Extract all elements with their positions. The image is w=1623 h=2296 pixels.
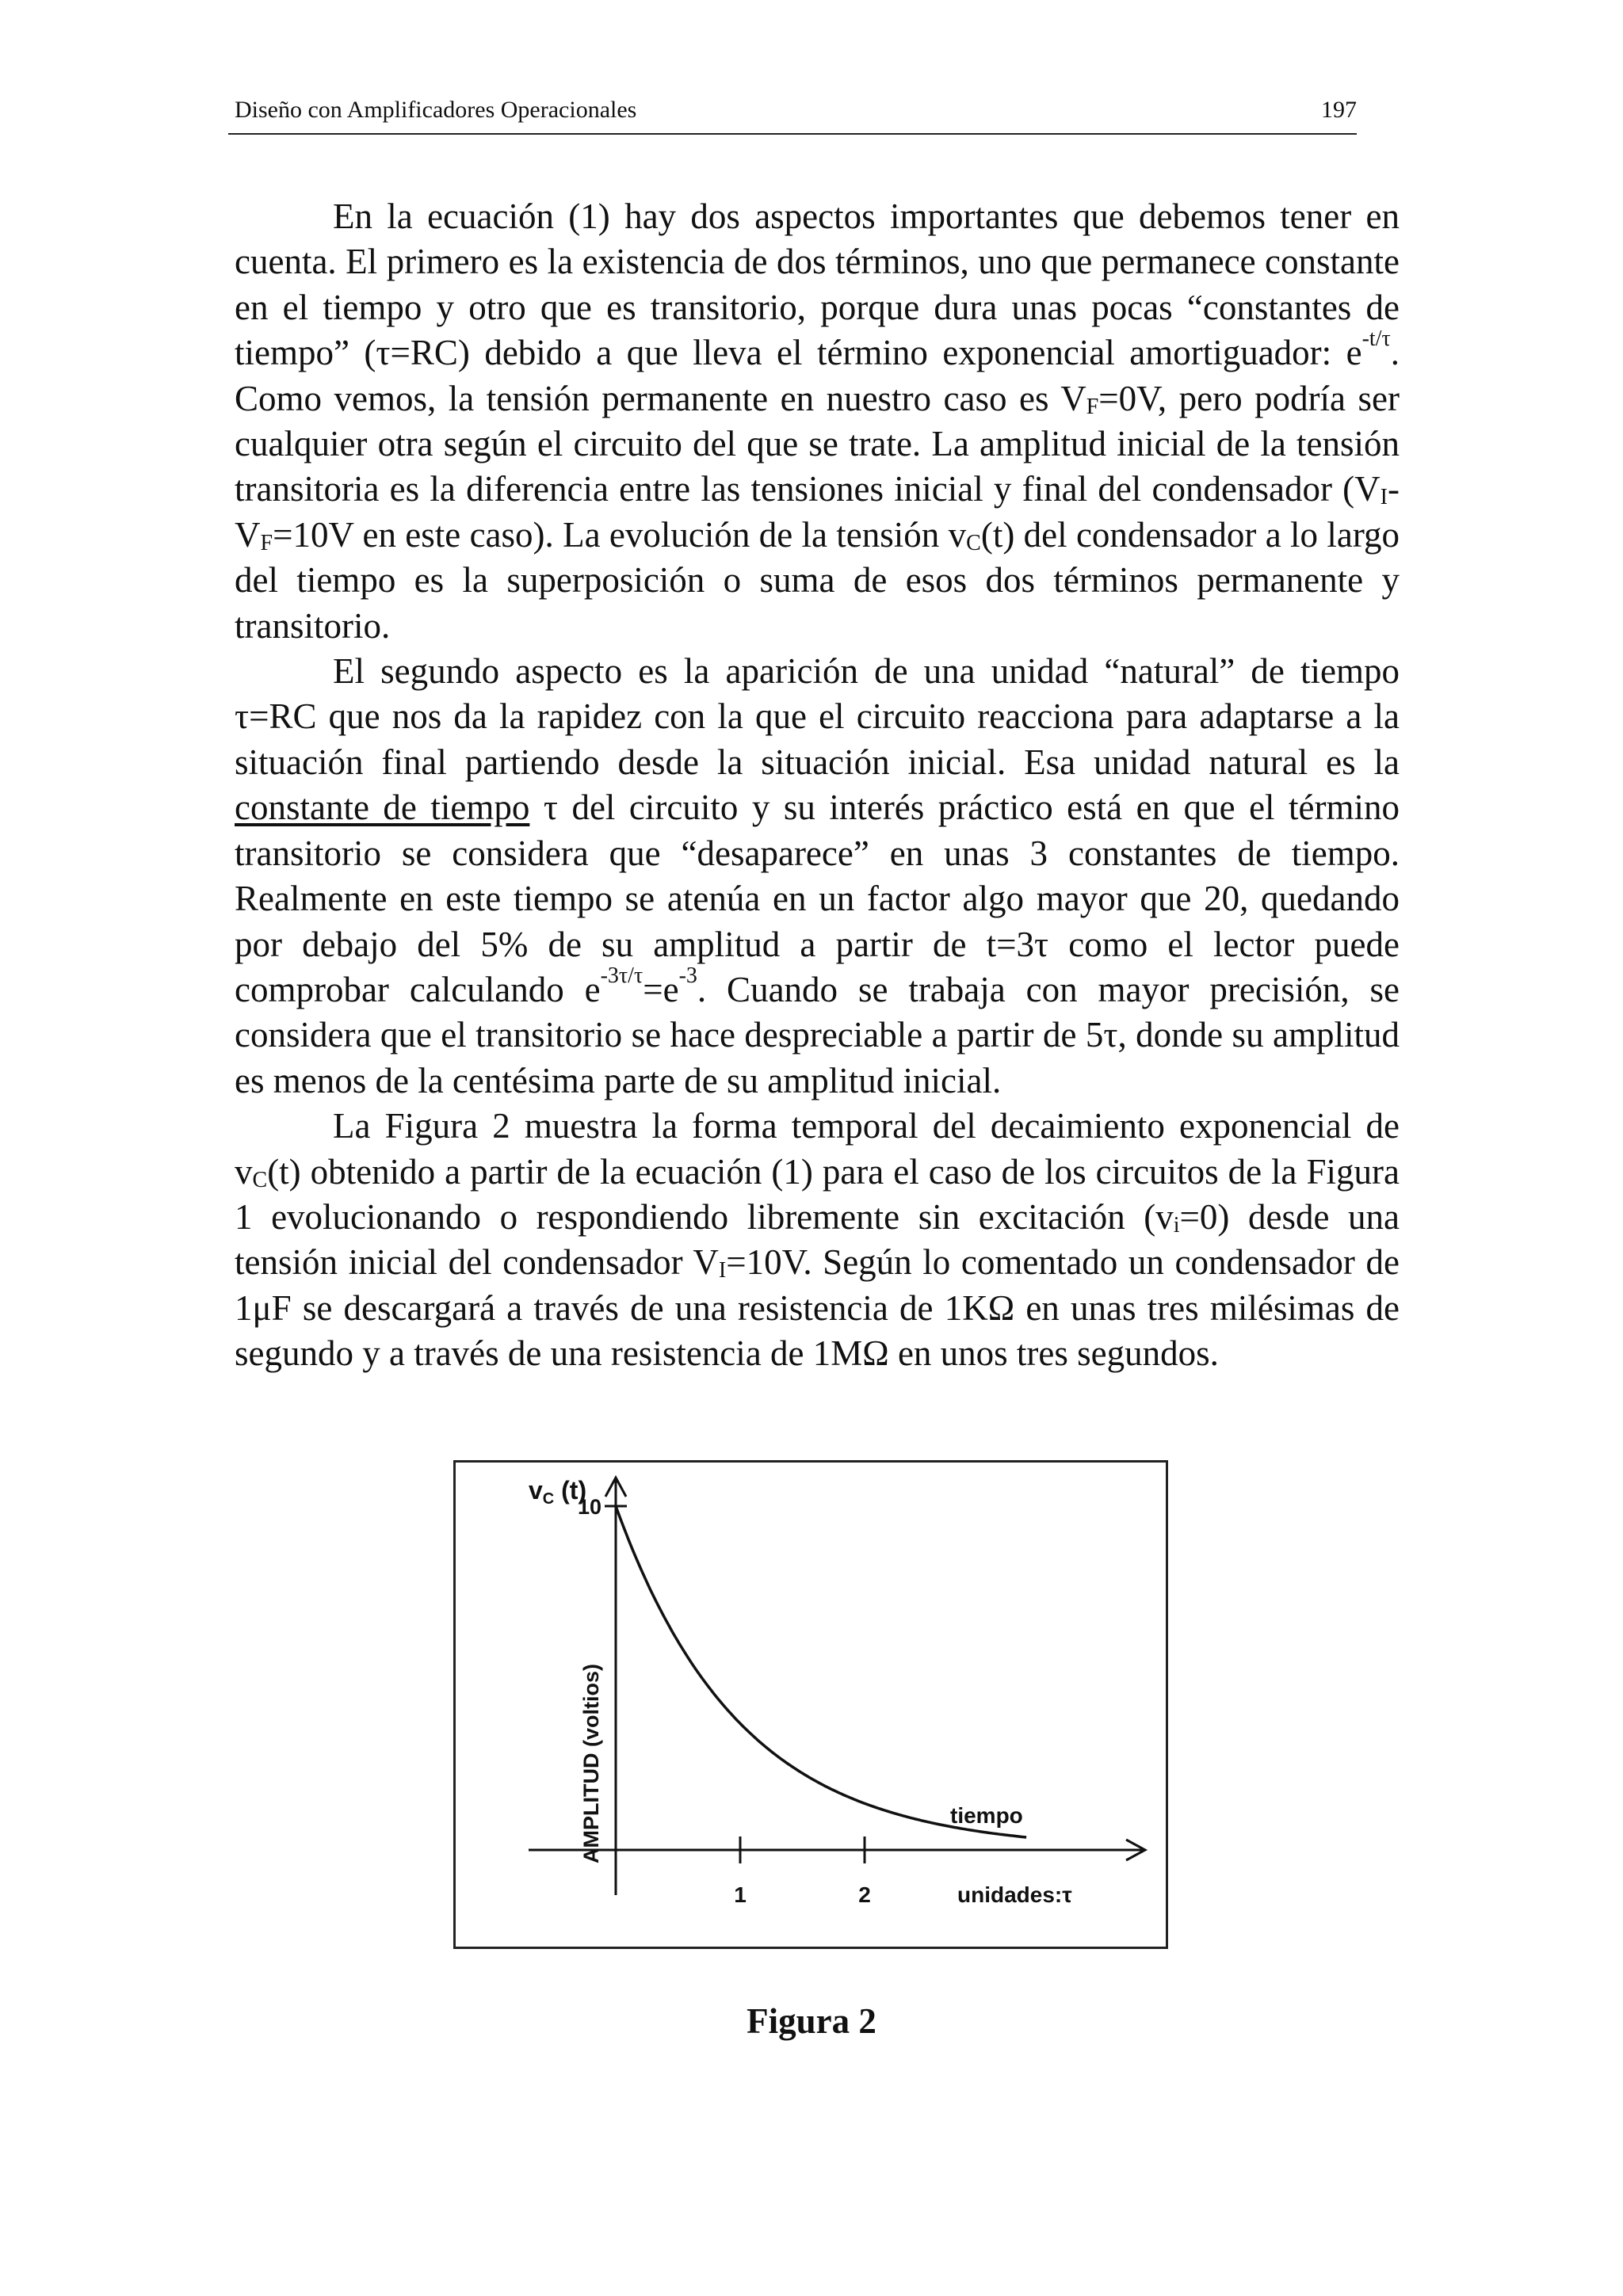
- x-tick-label-1: 1: [734, 1882, 747, 1907]
- underlined-term: constante de tiempo: [235, 788, 530, 828]
- header-title: Diseño con Amplificadores Operacionales: [235, 97, 637, 123]
- paragraph-3: La Figura 2 muestra la forma temporal del decaimiento exponencial de $v_C(t)$ obtenido a partir de la ecuación (1) para el caso de los circuitos de la Figura 1 evolucionando o respondiendo libremente sin excitación $(v_i=0)$ desde una tensión inicial del condensador $V_I=10V$. Según lo comentado un condensador de 1μF se descargará a través de una resistencia de 1KΩ en unas tres milésimas de segundo y a través de una resistencia de 1MΩ en unos tres segundos.: [235, 1106, 1400, 1374]
- paragraph-1: En la ecuación (1) hay dos aspectos importantes que debemos tener en cuenta. El primero es la existencia de dos términos, uno que permanece constante en el tiempo y otro que es transitorio, porque dura unas pocas “constantes de tiempo” (τ=RC) debido a que lleva el término exponencial amortiguador: $e^{-t/\tau}$. Como vemos, la tensión permanente en nuestro caso es $V_F=0V$, pero podría ser cualquier otra según el circuito del que se trate. La amplitud inicial de la tensión transitoria es la diferencia entre las tensiones inicial y final del condensador ($V_I-V_F=10V$ en este caso). La evolución de la tensión $v_C(t)$ del condensador a lo largo del tiempo es la superposición o suma de esos dos términos permanente y transitorio.: [235, 196, 1400, 646]
- x-axis-title-tiempo: tiempo: [950, 1803, 1023, 1828]
- x-axis-units-label: unidades:τ: [957, 1882, 1072, 1907]
- y-tick-label: 10: [577, 1495, 601, 1519]
- running-header: [228, 93, 1357, 135]
- x-tick-label-2: 2: [858, 1882, 871, 1907]
- y-axis-title: AMPLITUD (voltios): [579, 1664, 603, 1863]
- decay-chart: [456, 1463, 1166, 1947]
- body-text: [235, 194, 1400, 1377]
- figure-caption: Figura 2: [747, 2001, 876, 2041]
- figure-2: [453, 1460, 1168, 1949]
- page-number: 197: [1321, 97, 1357, 123]
- y-axis-variable-label: vC (t): [529, 1476, 587, 1508]
- paragraph-2: El segundo aspecto es la aparición de una unidad “natural” de tiempo τ=RC que nos da la rapidez con la que el circuito reacciona para adaptarse a la situación final partiendo desde la situación inicial. Esa unidad natural es la constante de tiempo τ del circuito y su interés práctico está en que el término transitorio se considera que “desaparece” en unas 3 constantes de tiempo. Realmente en este tiempo se atenúa en un factor algo mayor que 20, quedando por debajo del 5% de su amplitud a partir de t=3τ como el lector puede comprobar calculando $e^{-3\tau/\tau}=e^{-3}$. Cuando se trabaja con mayor precisión, se considera que el transitorio se hace despreciable a partir de 5τ, donde su amplitud es menos de la centésima parte de su amplitud inicial.: [235, 651, 1400, 1100]
- decay-curve: [616, 1506, 1026, 1837]
